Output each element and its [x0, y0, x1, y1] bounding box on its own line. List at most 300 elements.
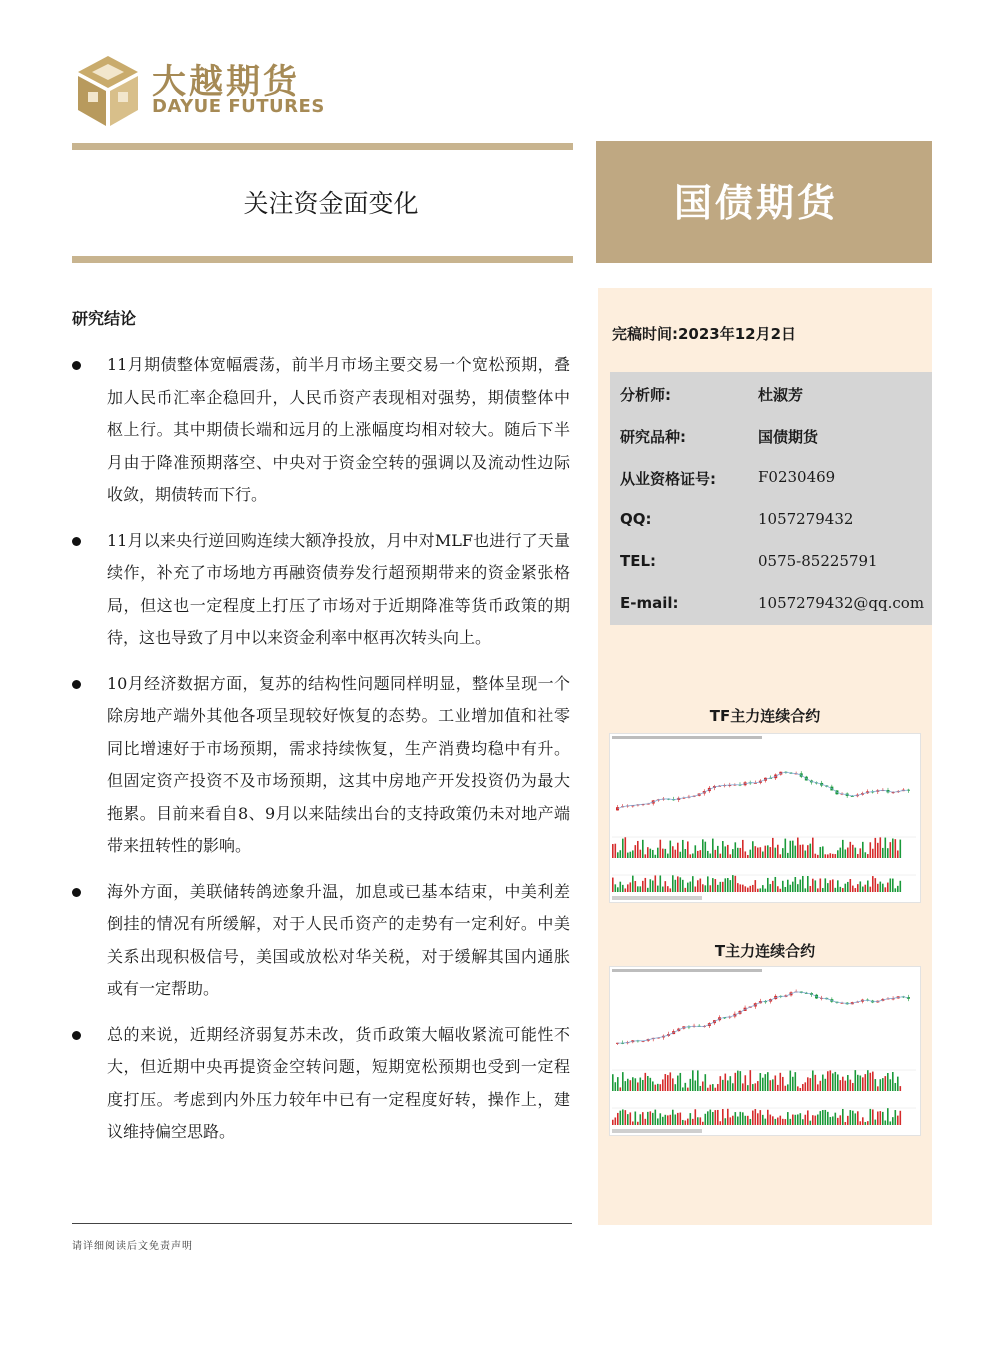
- volume-bar: [760, 1110, 762, 1125]
- volume-bar: [745, 851, 747, 858]
- volume-bar: [802, 876, 804, 892]
- volume-bar: [717, 1084, 719, 1091]
- volume-bar: [895, 1110, 897, 1125]
- logo-name: 大越期货: [152, 62, 300, 102]
- volume-bar: [725, 1074, 727, 1091]
- volume-bar: [675, 850, 677, 858]
- volume-bar: [782, 881, 784, 892]
- volume-bar: [700, 1086, 702, 1091]
- volume-bar: [745, 1075, 747, 1091]
- volume-bar: [697, 1117, 699, 1125]
- volume-bar: [650, 1111, 652, 1125]
- volume-bar: [832, 1073, 834, 1091]
- volume-bar: [897, 1116, 899, 1125]
- volume-bar: [735, 1073, 737, 1091]
- volume-bar: [630, 882, 632, 892]
- volume-bar: [680, 852, 682, 858]
- volume-bar: [645, 878, 647, 892]
- volume-bar: [842, 840, 844, 858]
- volume-bar: [777, 845, 779, 858]
- volume-bar: [785, 1086, 787, 1091]
- volume-bar: [827, 1071, 829, 1091]
- volume-bar: [832, 879, 834, 892]
- volume-bar: [742, 1112, 744, 1125]
- volume-bar: [857, 1075, 859, 1091]
- volume-bar: [880, 837, 882, 858]
- volume-bar: [700, 879, 702, 892]
- volume-bar: [722, 1109, 724, 1125]
- volume-bar: [825, 878, 827, 892]
- volume-bar: [612, 844, 614, 858]
- volume-bar: [725, 878, 727, 892]
- volume-bar: [890, 878, 892, 892]
- volume-bar: [715, 1088, 717, 1091]
- volume-bar: [807, 1077, 809, 1091]
- volume-bar: [747, 1085, 749, 1091]
- volume-bar: [695, 845, 697, 858]
- volume-bar: [835, 1113, 837, 1125]
- volume-bar: [847, 848, 849, 858]
- volume-bar: [820, 879, 822, 892]
- volume-bar: [622, 885, 624, 892]
- volume-bar: [627, 853, 629, 858]
- volume-bar: [692, 1119, 694, 1125]
- volume-bar: [700, 1117, 702, 1125]
- volume-bar: [782, 1077, 784, 1091]
- volume-bar: [717, 885, 719, 892]
- volume-bar: [625, 1110, 627, 1125]
- volume-bar: [867, 854, 869, 858]
- volume-bar: [752, 1111, 754, 1125]
- volume-bar: [897, 886, 899, 892]
- volume-bar: [760, 847, 762, 858]
- volume-bar: [657, 886, 659, 892]
- report-title: 关注资金面变化: [243, 189, 419, 218]
- volume-bar: [830, 880, 832, 892]
- volume-bar: [685, 1083, 687, 1091]
- volume-bar: [805, 888, 807, 892]
- volume-bar: [812, 838, 814, 858]
- volume-bar: [777, 1118, 779, 1125]
- volume-bar: [627, 884, 629, 892]
- volume-bar: [712, 839, 714, 858]
- volume-bar: [770, 1080, 772, 1091]
- volume-bar: [792, 1115, 794, 1125]
- volume-bar: [772, 881, 774, 892]
- volume-bar: [765, 889, 767, 892]
- disclaimer-note: 请详细阅读后文免责声明: [72, 1241, 193, 1252]
- volume-bar: [872, 849, 874, 858]
- volume-bar: [682, 880, 684, 892]
- t-chart-image: [609, 966, 921, 1136]
- volume-bar: [837, 850, 839, 858]
- volume-bar: [755, 880, 757, 892]
- volume-bar: [665, 881, 667, 892]
- conclusion-text: 总的来说，近期经济弱复苏未改，货币政策大幅收紧流可能性不大，但近期中央再提资金空转问题，短期宽松预期也受到一定程度打压。考虑到内外压力较年中已有一定程度好转，操作上，建议维持偏空思路。: [107, 1024, 570, 1141]
- volume-bar: [642, 1080, 644, 1091]
- volume-bar: [865, 1074, 867, 1091]
- volume-bar: [845, 849, 847, 858]
- moving-average-line: [618, 772, 909, 809]
- volume-bar: [760, 1073, 762, 1091]
- volume-bar: [730, 880, 732, 892]
- volume-bar: [757, 1081, 759, 1091]
- volume-bar: [657, 1118, 659, 1125]
- volume-bar: [632, 876, 634, 892]
- volume-bar: [780, 854, 782, 858]
- volume-bar: [842, 1109, 844, 1125]
- volume-bar: [900, 881, 902, 892]
- volume-bar: [847, 1075, 849, 1091]
- volume-bar: [767, 845, 769, 858]
- t-candlestick-chart: [610, 967, 920, 1135]
- volume-bar: [642, 840, 644, 858]
- volume-bar: [715, 850, 717, 858]
- volume-bar: [855, 848, 857, 858]
- volume-bar: [790, 1119, 792, 1125]
- volume-bar: [612, 878, 614, 892]
- volume-bar: [882, 1112, 884, 1125]
- volume-bar: [617, 1113, 619, 1125]
- volume-bar: [667, 854, 669, 858]
- volume-bar: [780, 1073, 782, 1091]
- volume-bar: [612, 1120, 614, 1125]
- volume-bar: [652, 881, 654, 892]
- volume-bar: [730, 854, 732, 858]
- volume-bar: [672, 1078, 674, 1091]
- bullet-icon: [72, 361, 81, 370]
- volume-bar: [882, 848, 884, 858]
- volume-bar: [812, 879, 814, 892]
- info-label: QQ:: [620, 510, 652, 528]
- volume-bar: [652, 1113, 654, 1125]
- volume-bar: [772, 1116, 774, 1125]
- volume-bar: [675, 880, 677, 892]
- volume-bar: [677, 1076, 679, 1091]
- volume-bar: [755, 846, 757, 858]
- volume-bar: [622, 1072, 624, 1091]
- volume-bar: [797, 838, 799, 858]
- volume-bar: [690, 1113, 692, 1125]
- volume-bar: [845, 1122, 847, 1125]
- volume-bar: [802, 845, 804, 858]
- volume-bar: [792, 1077, 794, 1091]
- volume-bar: [757, 889, 759, 892]
- volume-bar: [740, 884, 742, 892]
- volume-bar: [870, 1073, 872, 1091]
- volume-bar: [850, 842, 852, 858]
- volume-bar: [842, 1077, 844, 1091]
- volume-bar: [660, 876, 662, 892]
- volume-bar: [765, 846, 767, 858]
- volume-bar: [665, 849, 667, 858]
- volume-bar: [712, 1084, 714, 1091]
- volume-bar: [762, 852, 764, 858]
- volume-bar: [732, 1083, 734, 1091]
- volume-bar: [692, 1070, 694, 1091]
- volume-bar: [677, 876, 679, 892]
- volume-bar: [750, 886, 752, 892]
- logo-emblem-icon: [78, 56, 138, 126]
- volume-bar: [760, 888, 762, 892]
- volume-bar: [667, 1115, 669, 1125]
- volume-bar: [642, 881, 644, 892]
- volume-bar: [752, 1084, 754, 1091]
- volume-bar: [737, 848, 739, 858]
- volume-bar: [682, 1087, 684, 1091]
- volume-bar: [755, 1109, 757, 1125]
- volume-bar: [887, 1073, 889, 1091]
- tf-chart-title: TF主力连续合约: [709, 707, 821, 725]
- volume-bar: [707, 851, 709, 858]
- info-label: 研究品种:: [620, 428, 686, 446]
- volume-bar: [715, 879, 717, 892]
- tf-candlestick-chart: [610, 734, 920, 902]
- volume-bar: [782, 848, 784, 858]
- volume-bar: [662, 1117, 664, 1125]
- volume-bar: [775, 1119, 777, 1125]
- volume-bar: [710, 854, 712, 858]
- volume-bar: [815, 1116, 817, 1125]
- volume-bar: [785, 887, 787, 892]
- volume-bar: [790, 841, 792, 858]
- volume-bar: [862, 1117, 864, 1125]
- volume-bar: [885, 1076, 887, 1091]
- volume-bar: [822, 1110, 824, 1125]
- volume-bar: [740, 848, 742, 858]
- chart-footer-strip: [612, 1129, 702, 1133]
- volume-bar: [877, 1112, 879, 1125]
- volume-bar: [657, 848, 659, 858]
- volume-bar: [837, 1118, 839, 1125]
- volume-bar: [830, 1070, 832, 1091]
- volume-bar: [672, 1110, 674, 1125]
- volume-bar: [740, 1071, 742, 1091]
- volume-bar: [767, 1110, 769, 1125]
- volume-bar: [720, 854, 722, 858]
- volume-bar: [895, 888, 897, 892]
- volume-bar: [742, 885, 744, 892]
- volume-bar: [722, 1080, 724, 1091]
- volume-bar: [852, 845, 854, 858]
- info-value: 1057279432@qq.com: [758, 594, 925, 612]
- volume-bar: [635, 1078, 637, 1091]
- volume-bar: [835, 854, 837, 858]
- volume-bar: [827, 854, 829, 858]
- volume-bar: [662, 849, 664, 858]
- volume-bar: [737, 883, 739, 892]
- volume-bar: [820, 1111, 822, 1125]
- volume-bar: [805, 1082, 807, 1091]
- volume-bar: [825, 1110, 827, 1125]
- bullet-icon: [72, 1031, 81, 1040]
- volume-bar: [632, 1077, 634, 1091]
- volume-bar: [775, 1075, 777, 1091]
- volume-bar: [832, 1116, 834, 1125]
- volume-bar: [645, 1119, 647, 1125]
- volume-bar: [767, 1072, 769, 1091]
- info-label: E-mail:: [620, 594, 679, 612]
- volume-bar: [707, 1088, 709, 1091]
- info-value: 国债期货: [758, 428, 819, 446]
- conclusion-item: [72, 349, 570, 512]
- volume-bar: [672, 846, 674, 858]
- volume-bar: [775, 848, 777, 858]
- volume-bar: [682, 1120, 684, 1125]
- volume-bar: [885, 838, 887, 858]
- volume-bar: [742, 1083, 744, 1091]
- volume-bar: [810, 886, 812, 892]
- volume-bar: [817, 888, 819, 892]
- volume-bar: [647, 1076, 649, 1091]
- volume-bar: [705, 1074, 707, 1091]
- volume-bar: [627, 1079, 629, 1091]
- volume-bar: [795, 877, 797, 892]
- conclusion-text: 11月以来央行逆回购连续大额净投放，月中对MLF也进行了天量续作，补充了市场地方再融资债券发行超预期带来的资金紧张格局，但这也一定程度上打压了市场对于近期降准等货币政策的期待，这也导致了月中以来资金利率中枢再次转头向上。: [107, 530, 570, 647]
- volume-bar: [705, 842, 707, 858]
- tf-chart-image: [609, 733, 921, 903]
- volume-bar: [755, 1083, 757, 1091]
- info-value: F0230469: [758, 468, 836, 486]
- volume-bar: [840, 1080, 842, 1091]
- volume-bar: [782, 1119, 784, 1125]
- volume-bar: [842, 888, 844, 892]
- volume-bar: [770, 1115, 772, 1125]
- volume-bar: [820, 1081, 822, 1091]
- volume-bar: [852, 1111, 854, 1125]
- volume-bar: [860, 881, 862, 892]
- volume-bar: [855, 1113, 857, 1125]
- volume-bar: [900, 840, 902, 858]
- volume-bar: [687, 1088, 689, 1091]
- volume-bar: [637, 1082, 639, 1091]
- volume-bar: [635, 881, 637, 892]
- volume-bar: [690, 1079, 692, 1091]
- volume-bar: [622, 839, 624, 858]
- volume-bar: [775, 877, 777, 892]
- volume-bar: [705, 885, 707, 892]
- volume-bar: [650, 1078, 652, 1091]
- volume-bar: [875, 1120, 877, 1125]
- volume-bar: [827, 1112, 829, 1125]
- volume-bar: [802, 1084, 804, 1091]
- volume-bar: [710, 1110, 712, 1125]
- volume-bar: [830, 1117, 832, 1125]
- volume-bar: [882, 884, 884, 892]
- volume-bar: [805, 1115, 807, 1125]
- volume-bar: [870, 887, 872, 892]
- logo-name-en: DAYUE FUTURES: [152, 96, 325, 117]
- volume-bar: [747, 1116, 749, 1125]
- conclusion-heading: 研究结论: [72, 309, 137, 328]
- volume-bar: [670, 1072, 672, 1091]
- volume-bar: [852, 886, 854, 892]
- volume-bar: [765, 1119, 767, 1125]
- volume-bar: [680, 1113, 682, 1125]
- volume-bar: [897, 1077, 899, 1091]
- volume-bar: [695, 1109, 697, 1125]
- t-chart-title: T主力连续合约: [714, 942, 816, 960]
- volume-bar: [772, 1079, 774, 1091]
- conclusion-list: [72, 349, 570, 1162]
- volume-bar: [702, 1081, 704, 1091]
- volume-bar: [872, 1109, 874, 1125]
- volume-bar: [817, 1114, 819, 1125]
- volume-bar: [722, 841, 724, 858]
- volume-bar: [702, 839, 704, 858]
- volume-bar: [632, 850, 634, 858]
- title-rule-top: [72, 143, 573, 150]
- volume-bar: [750, 1119, 752, 1125]
- volume-bar: [815, 854, 817, 858]
- info-value: 杜淑芳: [758, 386, 804, 404]
- volume-bar: [687, 1119, 689, 1125]
- volume-bar: [875, 1079, 877, 1091]
- volume-bar: [890, 1121, 892, 1125]
- volume-bar: [692, 853, 694, 858]
- volume-bar: [880, 882, 882, 892]
- volume-bar: [855, 888, 857, 892]
- volume-bar: [612, 1074, 614, 1091]
- volume-bar: [822, 846, 824, 858]
- volume-bar: [660, 840, 662, 858]
- volume-bar: [892, 839, 894, 858]
- volume-bar: [635, 1112, 637, 1125]
- volume-bar: [812, 1115, 814, 1125]
- volume-bar: [655, 875, 657, 892]
- volume-bar: [800, 1113, 802, 1125]
- volume-bar: [757, 1113, 759, 1125]
- volume-bar: [672, 875, 674, 892]
- volume-bar: [737, 1071, 739, 1091]
- volume-bar: [650, 849, 652, 858]
- volume-bar: [862, 1077, 864, 1091]
- volume-bar: [710, 1085, 712, 1091]
- volume-bar: [702, 1122, 704, 1125]
- volume-bar: [885, 887, 887, 892]
- volume-bar: [690, 882, 692, 892]
- volume-bar: [670, 1115, 672, 1125]
- volume-bar: [762, 885, 764, 892]
- volume-bar: [712, 1112, 714, 1125]
- volume-bar: [870, 1109, 872, 1125]
- volume-bar: [845, 1081, 847, 1091]
- volume-bar: [615, 1117, 617, 1125]
- volume-bar: [637, 1122, 639, 1125]
- volume-bar: [830, 853, 832, 858]
- volume-bar: [730, 1117, 732, 1125]
- volume-bar: [885, 1120, 887, 1125]
- volume-bar: [762, 1115, 764, 1125]
- volume-bar: [665, 1115, 667, 1125]
- volume-bar: [727, 1080, 729, 1091]
- volume-bar: [807, 1110, 809, 1125]
- volume-bar: [747, 888, 749, 892]
- volume-bar: [890, 1079, 892, 1091]
- volume-bar: [615, 844, 617, 858]
- volume-bar: [887, 1108, 889, 1125]
- volume-bar: [620, 882, 622, 892]
- volume-bar: [652, 850, 654, 858]
- volume-bar: [825, 854, 827, 858]
- volume-bar: [857, 1111, 859, 1125]
- volume-bar: [850, 1110, 852, 1125]
- volume-bar: [787, 880, 789, 892]
- volume-bar: [877, 843, 879, 858]
- volume-bar: [625, 1081, 627, 1091]
- volume-bar: [720, 882, 722, 892]
- volume-bar: [847, 882, 849, 892]
